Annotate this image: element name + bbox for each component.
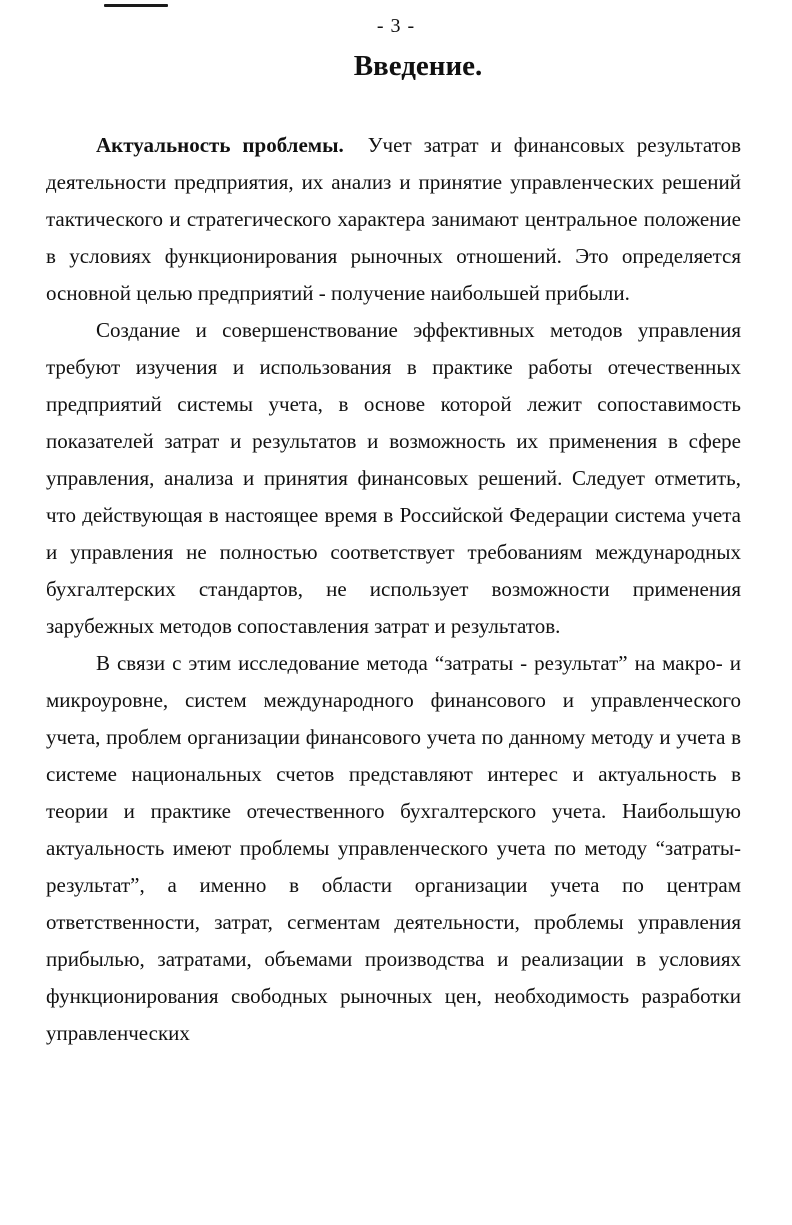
paragraph-text: Учет затрат и финансовых результатов деятельности предприятия, их анализ и принятие управленческих решений тактического и стратегического характера занимают центральное положение в условиях функционирования рыночных отношений. Это определяется основной целью предприятий - получение наибольшей прибыли. [46, 133, 741, 305]
page-number: - 3 - [376, 15, 416, 37]
paragraph-lead: Актуальность проблемы. [96, 133, 344, 157]
paragraph-cost-result-method: В связи с этим исследование метода “затраты - результат” на макро- и микроуровне, систем международного финансового и управленческого учета, проблем организации финансового учета по данному методу и учета в системе национальных счетов представляют интерес и актуальность в теории и практике отечественного бухгалтерского учета. Наибольшую актуальность имеют проблемы управленческого учета по методу “затраты-результат”, а именно в области организации учета по центрам ответственности, затрат, сегментам деятельности, проблемы управления прибылью, затратами, объемами производства и реализации в условиях функционирования свободных рыночных цен, необходимость разработки управленческих [46, 651, 741, 1045]
body-text [46, 127, 741, 1052]
paragraph-management-methods: Создание и совершенствование эффективных методов управления требуют изучения и использования в практике работы отечественных предприятий системы учета, в основе которой лежит сопоставимость показателей затрат и результатов и возможность их применения в сфере управления, анализа и принятия финансовых решений. Следует отметить, что действующая в настоящее время в Российской Федерации система учета и управления не полностью соответствует требованиям международных бухгалтерских стандартов, не использует возможности применения зарубежных методов сопоставления затрат и результатов. [46, 318, 741, 638]
paragraph-relevance [46, 127, 741, 312]
page-title: Введение. [353, 50, 483, 82]
scan-artifact-line [104, 4, 168, 7]
